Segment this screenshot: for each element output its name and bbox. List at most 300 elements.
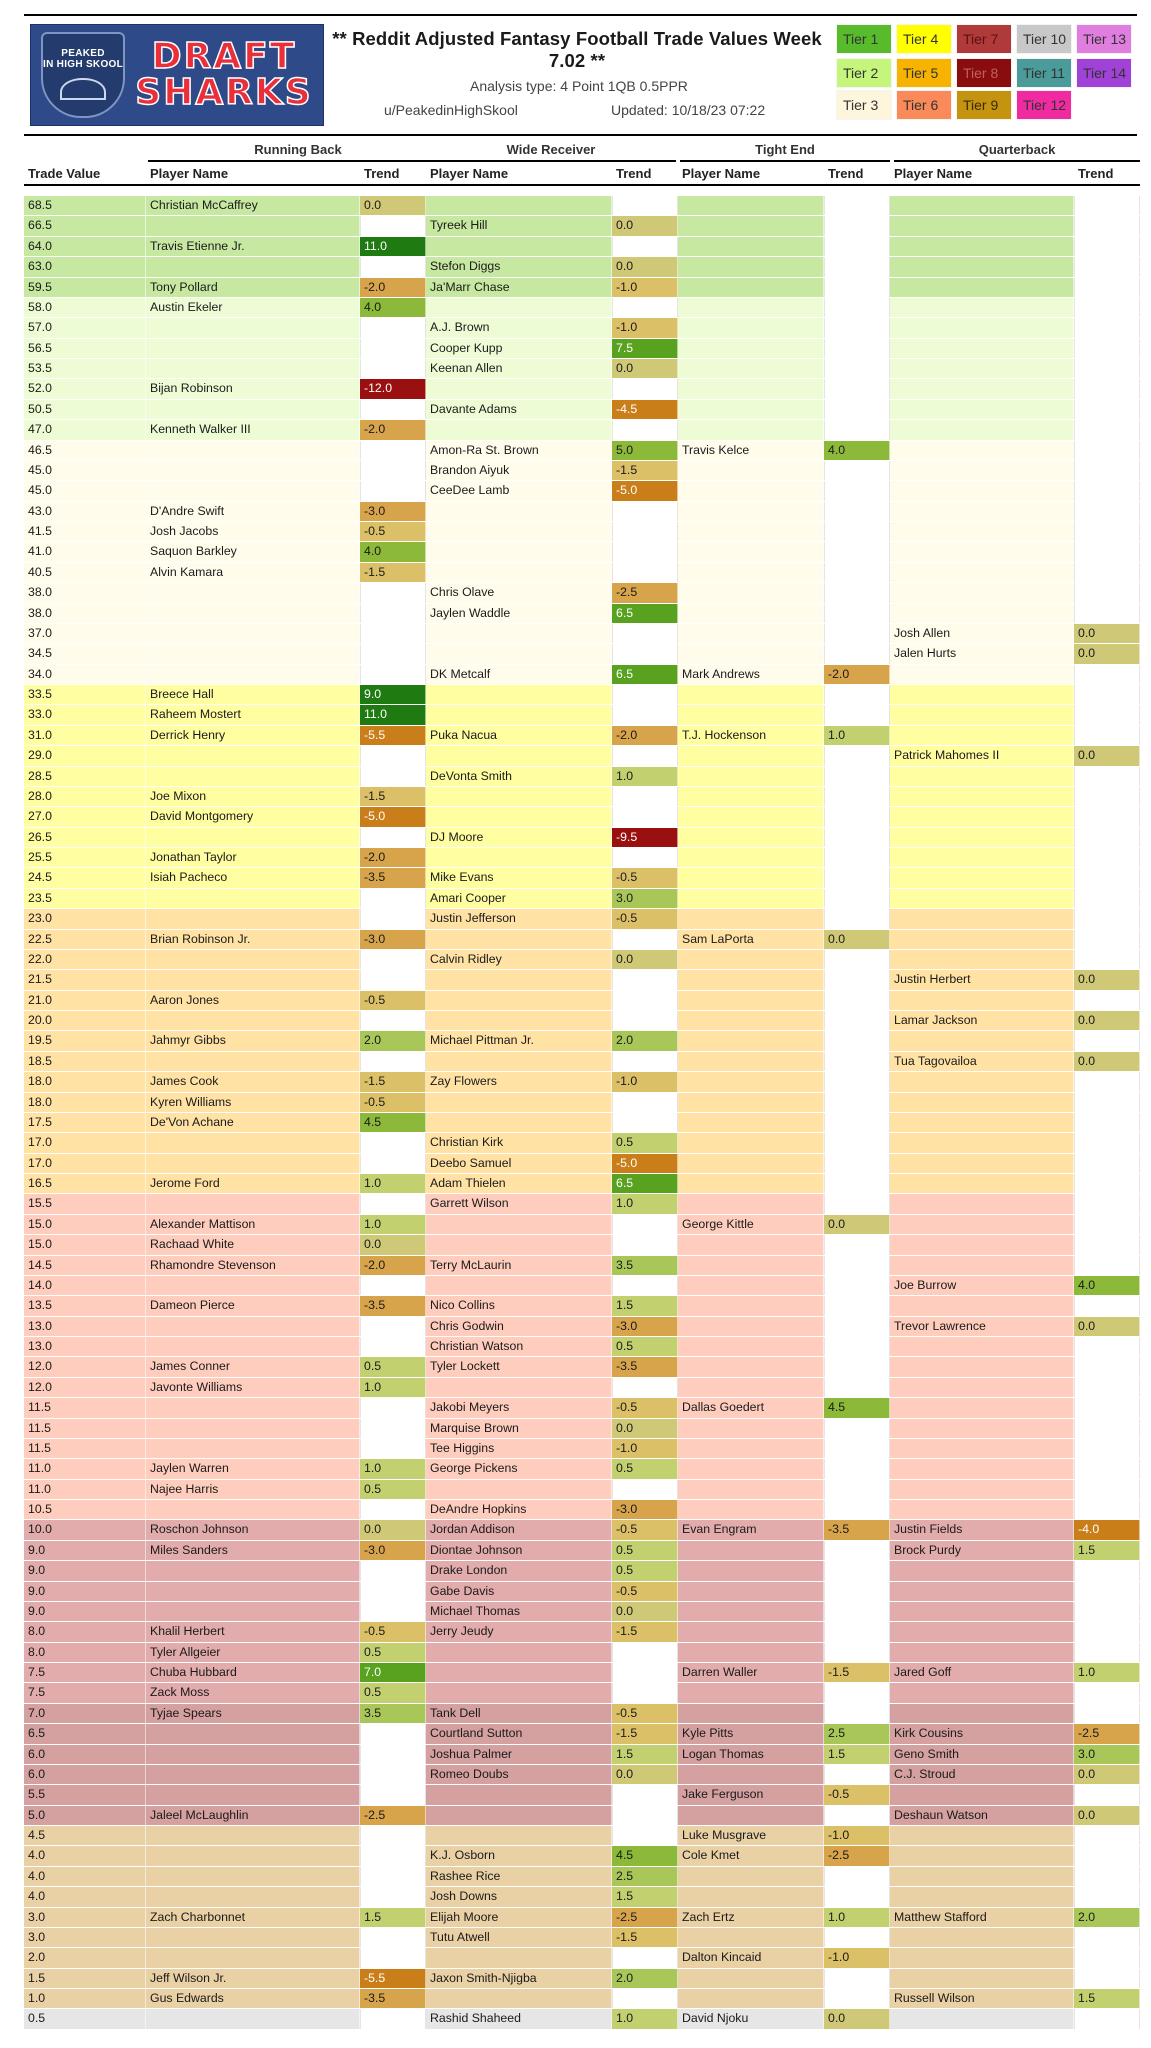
wr-player-cell: [426, 807, 612, 826]
te-trend-cell: [824, 1276, 890, 1295]
qb-player-cell: [890, 1256, 1074, 1275]
table-row: [24, 787, 1140, 807]
wr-trend-cell: -4.5: [612, 400, 678, 419]
wr-player-cell: K.J. Osborn: [426, 1846, 612, 1865]
qb-trend-cell: [1074, 1683, 1140, 1702]
wr-player-cell: Diontae Johnson: [426, 1541, 612, 1560]
wr-player-cell: Justin Jefferson: [426, 909, 612, 928]
wr-trend-cell: [612, 1235, 678, 1254]
trade-value-cell: 28.5: [24, 767, 146, 786]
te-player-cell: [678, 1276, 824, 1295]
trade-value-cell: 26.5: [24, 828, 146, 847]
wr-trend-cell: 2.0: [612, 1031, 678, 1050]
rb-trend-cell: -3.5: [360, 868, 426, 887]
wr-trend-cell: 0.5: [612, 1337, 678, 1356]
rb-trend-cell: -5.5: [360, 726, 426, 745]
tier-swatch-13: Tier 13: [1076, 24, 1132, 54]
wr-trend-cell: 4.5: [612, 1846, 678, 1865]
table-row: [24, 563, 1140, 583]
qb-player-cell: [890, 1928, 1074, 1947]
qb-trend-cell: [1074, 848, 1140, 867]
peaked-shield-icon: [41, 32, 125, 118]
rb-trend-cell: [360, 604, 426, 623]
qb-player-cell: [890, 889, 1074, 908]
wr-player-cell: DJ Moore: [426, 828, 612, 847]
col-qb-player: Player Name: [894, 166, 973, 181]
qb-player-cell: Kirk Cousins: [890, 1724, 1074, 1743]
qb-player-cell: [890, 1643, 1074, 1662]
qb-player-cell: Josh Allen: [890, 624, 1074, 643]
trade-value-cell: 40.5: [24, 563, 146, 582]
rb-trend-cell: [360, 1276, 426, 1295]
col-te-trend: Trend: [828, 166, 864, 181]
qb-trend-cell: [1074, 726, 1140, 745]
trade-value-cell: 22.5: [24, 930, 146, 949]
wr-player-cell: [426, 1683, 612, 1702]
draft-sharks-logo: [30, 24, 324, 126]
rb-player-cell: [146, 644, 360, 663]
table-row: [24, 767, 1140, 787]
wr-player-cell: [426, 746, 612, 765]
rb-player-cell: [146, 1561, 360, 1580]
group-wide-receiver: Wide Receiver: [426, 140, 676, 162]
rb-trend-cell: [360, 767, 426, 786]
rb-trend-cell: [360, 665, 426, 684]
wr-trend-cell: 2.5: [612, 1867, 678, 1886]
te-trend-cell: 0.0: [824, 1215, 890, 1234]
table-row: [24, 1357, 1140, 1377]
table-row: [24, 1948, 1140, 1968]
tier-swatch-10: Tier 10: [1016, 24, 1072, 54]
table-row: [24, 1398, 1140, 1418]
qb-player-cell: [890, 481, 1074, 500]
rb-player-cell: Brian Robinson Jr.: [146, 930, 360, 949]
qb-player-cell: [890, 1683, 1074, 1702]
wr-player-cell: Tank Dell: [426, 1704, 612, 1723]
trade-value-cell: 22.0: [24, 950, 146, 969]
wr-player-cell: [426, 1276, 612, 1295]
trade-value-cell: 11.0: [24, 1480, 146, 1499]
te-player-cell: [678, 1989, 824, 2008]
rb-trend-cell: [360, 481, 426, 500]
rb-trend-cell: [360, 1419, 426, 1438]
rb-trend-cell: 3.5: [360, 1704, 426, 1723]
col-trade-value: Trade Value: [28, 166, 101, 181]
qb-player-cell: [890, 461, 1074, 480]
qb-player-cell: [890, 400, 1074, 419]
table-row: [24, 1785, 1140, 1805]
trade-value-cell: 33.5: [24, 685, 146, 704]
table-row: [24, 2009, 1140, 2029]
qb-trend-cell: [1074, 991, 1140, 1010]
te-player-cell: [678, 461, 824, 480]
qb-player-cell: [890, 604, 1074, 623]
te-player-cell: [678, 1235, 824, 1254]
trade-value-cell: 28.0: [24, 787, 146, 806]
table-row: [24, 604, 1140, 624]
te-trend-cell: [824, 522, 890, 541]
te-player-cell: [678, 1317, 824, 1336]
rb-trend-cell: [360, 644, 426, 663]
trade-value-cell: 18.0: [24, 1072, 146, 1091]
te-player-cell: [678, 950, 824, 969]
wr-player-cell: [426, 685, 612, 704]
wr-trend-cell: [612, 420, 678, 439]
qb-trend-cell: 0.0: [1074, 1806, 1140, 1825]
wr-player-cell: [426, 563, 612, 582]
wr-trend-cell: 1.5: [612, 1887, 678, 1906]
table-row: [24, 1806, 1140, 1826]
qb-trend-cell: [1074, 705, 1140, 724]
rb-player-cell: [146, 1337, 360, 1356]
wr-trend-cell: [612, 1276, 678, 1295]
te-trend-cell: [824, 1337, 890, 1356]
rb-player-cell: [146, 400, 360, 419]
qb-trend-cell: [1074, 685, 1140, 704]
wr-player-cell: DeAndre Hopkins: [426, 1500, 612, 1519]
wr-trend-cell: 5.0: [612, 441, 678, 460]
wr-trend-cell: -1.5: [612, 1622, 678, 1641]
table-row: [24, 278, 1140, 298]
rb-trend-cell: -1.5: [360, 1072, 426, 1091]
logo-draft-text: DRAFT: [151, 36, 297, 77]
te-trend-cell: [824, 848, 890, 867]
top-rule: [24, 14, 1137, 16]
rb-trend-cell: -5.5: [360, 1969, 426, 1988]
te-trend-cell: [824, 461, 890, 480]
table-row: [24, 1378, 1140, 1398]
rb-player-cell: Travis Etienne Jr.: [146, 237, 360, 256]
qb-trend-cell: [1074, 278, 1140, 297]
te-player-cell: [678, 359, 824, 378]
wr-trend-cell: [612, 1215, 678, 1234]
wr-trend-cell: [612, 1643, 678, 1662]
rb-trend-cell: [360, 1928, 426, 1947]
rb-player-cell: [146, 889, 360, 908]
rb-trend-cell: 0.5: [360, 1683, 426, 1702]
qb-trend-cell: [1074, 1194, 1140, 1213]
table-row: [24, 216, 1140, 236]
wr-trend-cell: [612, 379, 678, 398]
te-player-cell: [678, 318, 824, 337]
qb-player-cell: [890, 420, 1074, 439]
wr-trend-cell: 0.5: [612, 1561, 678, 1580]
table-row: [24, 1826, 1140, 1846]
table-row: [24, 1908, 1140, 1928]
wr-player-cell: Deebo Samuel: [426, 1154, 612, 1173]
table-row: [24, 1745, 1140, 1765]
rb-trend-cell: 0.5: [360, 1643, 426, 1662]
qb-player-cell: [890, 1154, 1074, 1173]
qb-player-cell: [890, 1785, 1074, 1804]
table-row: [24, 1011, 1140, 1031]
table-row: [24, 848, 1140, 868]
trade-value-cell: 9.0: [24, 1541, 146, 1560]
table-row: [24, 1989, 1140, 2009]
rb-player-cell: [146, 1928, 360, 1947]
qb-player-cell: [890, 1378, 1074, 1397]
rb-player-cell: [146, 481, 360, 500]
qb-trend-cell: [1074, 1785, 1140, 1804]
rb-trend-cell: [360, 1337, 426, 1356]
wr-trend-cell: 0.0: [612, 359, 678, 378]
te-player-cell: [678, 400, 824, 419]
te-trend-cell: [824, 828, 890, 847]
qb-player-cell: [890, 583, 1074, 602]
wr-player-cell: Tutu Atwell: [426, 1928, 612, 1947]
table-row: [24, 1704, 1140, 1724]
trade-value-cell: 9.0: [24, 1602, 146, 1621]
wr-player-cell: DeVonta Smith: [426, 767, 612, 786]
te-trend-cell: [824, 1296, 890, 1315]
rb-player-cell: Jonathan Taylor: [146, 848, 360, 867]
wr-player-cell: [426, 1215, 612, 1234]
trade-value-cell: 3.0: [24, 1928, 146, 1947]
table-row: [24, 889, 1140, 909]
te-player-cell: [678, 278, 824, 297]
wr-trend-cell: -1.0: [612, 1072, 678, 1091]
wr-player-cell: [426, 705, 612, 724]
qb-trend-cell: [1074, 868, 1140, 887]
qb-player-cell: [890, 216, 1074, 235]
rb-player-cell: [146, 318, 360, 337]
wr-trend-cell: [612, 807, 678, 826]
qb-player-cell: [890, 1826, 1074, 1845]
qb-trend-cell: [1074, 889, 1140, 908]
qb-trend-cell: 1.5: [1074, 1989, 1140, 2008]
rb-trend-cell: -3.0: [360, 502, 426, 521]
rb-trend-cell: 2.0: [360, 1031, 426, 1050]
rb-player-cell: [146, 1052, 360, 1071]
col-wr-player: Player Name: [430, 166, 509, 181]
qb-player-cell: [890, 1194, 1074, 1213]
te-trend-cell: 1.0: [824, 726, 890, 745]
wr-trend-cell: 1.0: [612, 1194, 678, 1213]
rb-player-cell: Alvin Kamara: [146, 563, 360, 582]
qb-player-cell: [890, 726, 1074, 745]
te-trend-cell: -2.5: [824, 1846, 890, 1865]
trade-value-cell: 43.0: [24, 502, 146, 521]
rb-player-cell: Zach Charbonnet: [146, 1908, 360, 1927]
rb-trend-cell: [360, 1765, 426, 1784]
wr-player-cell: [426, 1378, 612, 1397]
qb-trend-cell: [1074, 379, 1140, 398]
table-row: [24, 1276, 1140, 1296]
rb-player-cell: [146, 1724, 360, 1743]
wr-trend-cell: [612, 542, 678, 561]
te-player-cell: [678, 1622, 824, 1641]
table-row: [24, 1724, 1140, 1744]
wr-player-cell: [426, 970, 612, 989]
wr-player-cell: [426, 522, 612, 541]
table-row: [24, 1867, 1140, 1887]
te-player-cell: [678, 1154, 824, 1173]
wr-trend-cell: [612, 1989, 678, 2008]
qb-trend-cell: 0.0: [1074, 1052, 1140, 1071]
qb-trend-cell: [1074, 828, 1140, 847]
rb-trend-cell: [360, 1785, 426, 1804]
rb-player-cell: [146, 1948, 360, 1967]
te-player-cell: [678, 1052, 824, 1071]
header-rule: [24, 134, 1137, 136]
qb-trend-cell: [1074, 1846, 1140, 1865]
te-trend-cell: [824, 1806, 890, 1825]
table-row: [24, 1154, 1140, 1174]
qb-trend-cell: [1074, 1480, 1140, 1499]
te-player-cell: [678, 583, 824, 602]
wr-player-cell: Tyreek Hill: [426, 216, 612, 235]
te-trend-cell: [824, 1602, 890, 1621]
rb-trend-cell: [360, 461, 426, 480]
wr-player-cell: Courtland Sutton: [426, 1724, 612, 1743]
table-row: [24, 909, 1140, 929]
te-player-cell: [678, 1541, 824, 1560]
te-player-cell: [678, 542, 824, 561]
table-row: [24, 1602, 1140, 1622]
te-trend-cell: [824, 1643, 890, 1662]
wr-player-cell: Keenan Allen: [426, 359, 612, 378]
te-trend-cell: [824, 1194, 890, 1213]
qb-trend-cell: [1074, 787, 1140, 806]
qb-player-cell: Trevor Lawrence: [890, 1317, 1074, 1336]
rb-trend-cell: [360, 1154, 426, 1173]
wr-trend-cell: -0.5: [612, 868, 678, 887]
table-row: [24, 1663, 1140, 1683]
trade-value-cell: 47.0: [24, 420, 146, 439]
wr-trend-cell: 6.5: [612, 604, 678, 623]
qb-trend-cell: 0.0: [1074, 1317, 1140, 1336]
te-trend-cell: [824, 1439, 890, 1458]
te-trend-cell: [824, 563, 890, 582]
wr-trend-cell: -1.5: [612, 1724, 678, 1743]
te-trend-cell: [824, 1683, 890, 1702]
te-player-cell: [678, 1480, 824, 1499]
qb-player-cell: [890, 379, 1074, 398]
wr-trend-cell: [612, 991, 678, 1010]
wr-trend-cell: 1.5: [612, 1296, 678, 1315]
te-player-cell: [678, 339, 824, 358]
qb-trend-cell: [1074, 1826, 1140, 1845]
wr-player-cell: Stefon Diggs: [426, 257, 612, 276]
te-player-cell: [678, 807, 824, 826]
te-trend-cell: [824, 705, 890, 724]
te-player-cell: [678, 991, 824, 1010]
column-header-row: [24, 162, 1140, 186]
wr-player-cell: [426, 420, 612, 439]
rb-trend-cell: [360, 1724, 426, 1743]
qb-player-cell: [890, 1296, 1074, 1315]
rb-trend-cell: -2.5: [360, 1806, 426, 1825]
qb-trend-cell: 4.0: [1074, 1276, 1140, 1295]
tier-swatch-5: Tier 5: [896, 58, 952, 88]
rb-player-cell: [146, 2009, 360, 2028]
qb-trend-cell: [1074, 930, 1140, 949]
wr-trend-cell: [612, 563, 678, 582]
te-player-cell: [678, 909, 824, 928]
rb-player-cell: James Cook: [146, 1072, 360, 1091]
qb-player-cell: C.J. Stroud: [890, 1765, 1074, 1784]
qb-trend-cell: 1.5: [1074, 1541, 1140, 1560]
rb-trend-cell: [360, 909, 426, 928]
qb-player-cell: [890, 1357, 1074, 1376]
te-player-cell: [678, 1011, 824, 1030]
te-trend-cell: [824, 685, 890, 704]
qb-trend-cell: [1074, 318, 1140, 337]
table-row: [24, 726, 1140, 746]
wr-trend-cell: [612, 1011, 678, 1030]
rb-player-cell: Dameon Pierce: [146, 1296, 360, 1315]
rb-trend-cell: -1.5: [360, 787, 426, 806]
rb-player-cell: [146, 1194, 360, 1213]
tier-swatch-7: Tier 7: [956, 24, 1012, 54]
te-player-cell: [678, 1174, 824, 1193]
wr-player-cell: Zay Flowers: [426, 1072, 612, 1091]
trade-value-cell: 6.0: [24, 1745, 146, 1764]
table-row: [24, 318, 1140, 338]
wr-player-cell: Adam Thielen: [426, 1174, 612, 1193]
te-trend-cell: [824, 339, 890, 358]
wr-player-cell: Garrett Wilson: [426, 1194, 612, 1213]
wr-trend-cell: -1.5: [612, 461, 678, 480]
te-player-cell: [678, 1194, 824, 1213]
col-rb-player: Player Name: [150, 166, 229, 181]
trade-value-cell: 18.0: [24, 1093, 146, 1112]
table-row: [24, 1296, 1140, 1316]
qb-player-cell: Joe Burrow: [890, 1276, 1074, 1295]
te-trend-cell: [824, 420, 890, 439]
trade-value-cell: 4.5: [24, 1826, 146, 1845]
qb-player-cell: Jalen Hurts: [890, 644, 1074, 663]
wr-player-cell: [426, 1948, 612, 1967]
trade-value-cell: 4.0: [24, 1887, 146, 1906]
rb-trend-cell: 1.0: [360, 1215, 426, 1234]
te-player-cell: [678, 1561, 824, 1580]
rb-trend-cell: 4.0: [360, 298, 426, 317]
rb-trend-cell: [360, 257, 426, 276]
table-row: [24, 1846, 1140, 1866]
table-row: [24, 257, 1140, 277]
rb-trend-cell: -3.5: [360, 1296, 426, 1315]
wr-player-cell: Chris Godwin: [426, 1317, 612, 1336]
qb-player-cell: [890, 257, 1074, 276]
rb-trend-cell: 9.0: [360, 685, 426, 704]
trade-value-cell: 11.5: [24, 1398, 146, 1417]
trade-value-cell: 46.5: [24, 441, 146, 460]
te-trend-cell: [824, 1011, 890, 1030]
trade-value-cell: 64.0: [24, 237, 146, 256]
te-player-cell: [678, 1704, 824, 1723]
wr-trend-cell: 0.5: [612, 1541, 678, 1560]
qb-player-cell: [890, 787, 1074, 806]
rb-player-cell: [146, 1846, 360, 1865]
qb-trend-cell: [1074, 1031, 1140, 1050]
qb-player-cell: [890, 542, 1074, 561]
rb-trend-cell: [360, 1398, 426, 1417]
wr-trend-cell: -0.5: [612, 909, 678, 928]
wr-player-cell: CeeDee Lamb: [426, 481, 612, 500]
trade-value-cell: 68.5: [24, 196, 146, 215]
wr-trend-cell: [612, 746, 678, 765]
qb-player-cell: [890, 502, 1074, 521]
tier-swatch-2: Tier 2: [836, 58, 892, 88]
te-player-cell: Mark Andrews: [678, 665, 824, 684]
wr-player-cell: [426, 1011, 612, 1030]
qb-player-cell: [890, 563, 1074, 582]
trade-value-cell: 58.0: [24, 298, 146, 317]
qb-trend-cell: 0.0: [1074, 970, 1140, 989]
rb-trend-cell: [360, 950, 426, 969]
qb-player-cell: Geno Smith: [890, 1745, 1074, 1764]
